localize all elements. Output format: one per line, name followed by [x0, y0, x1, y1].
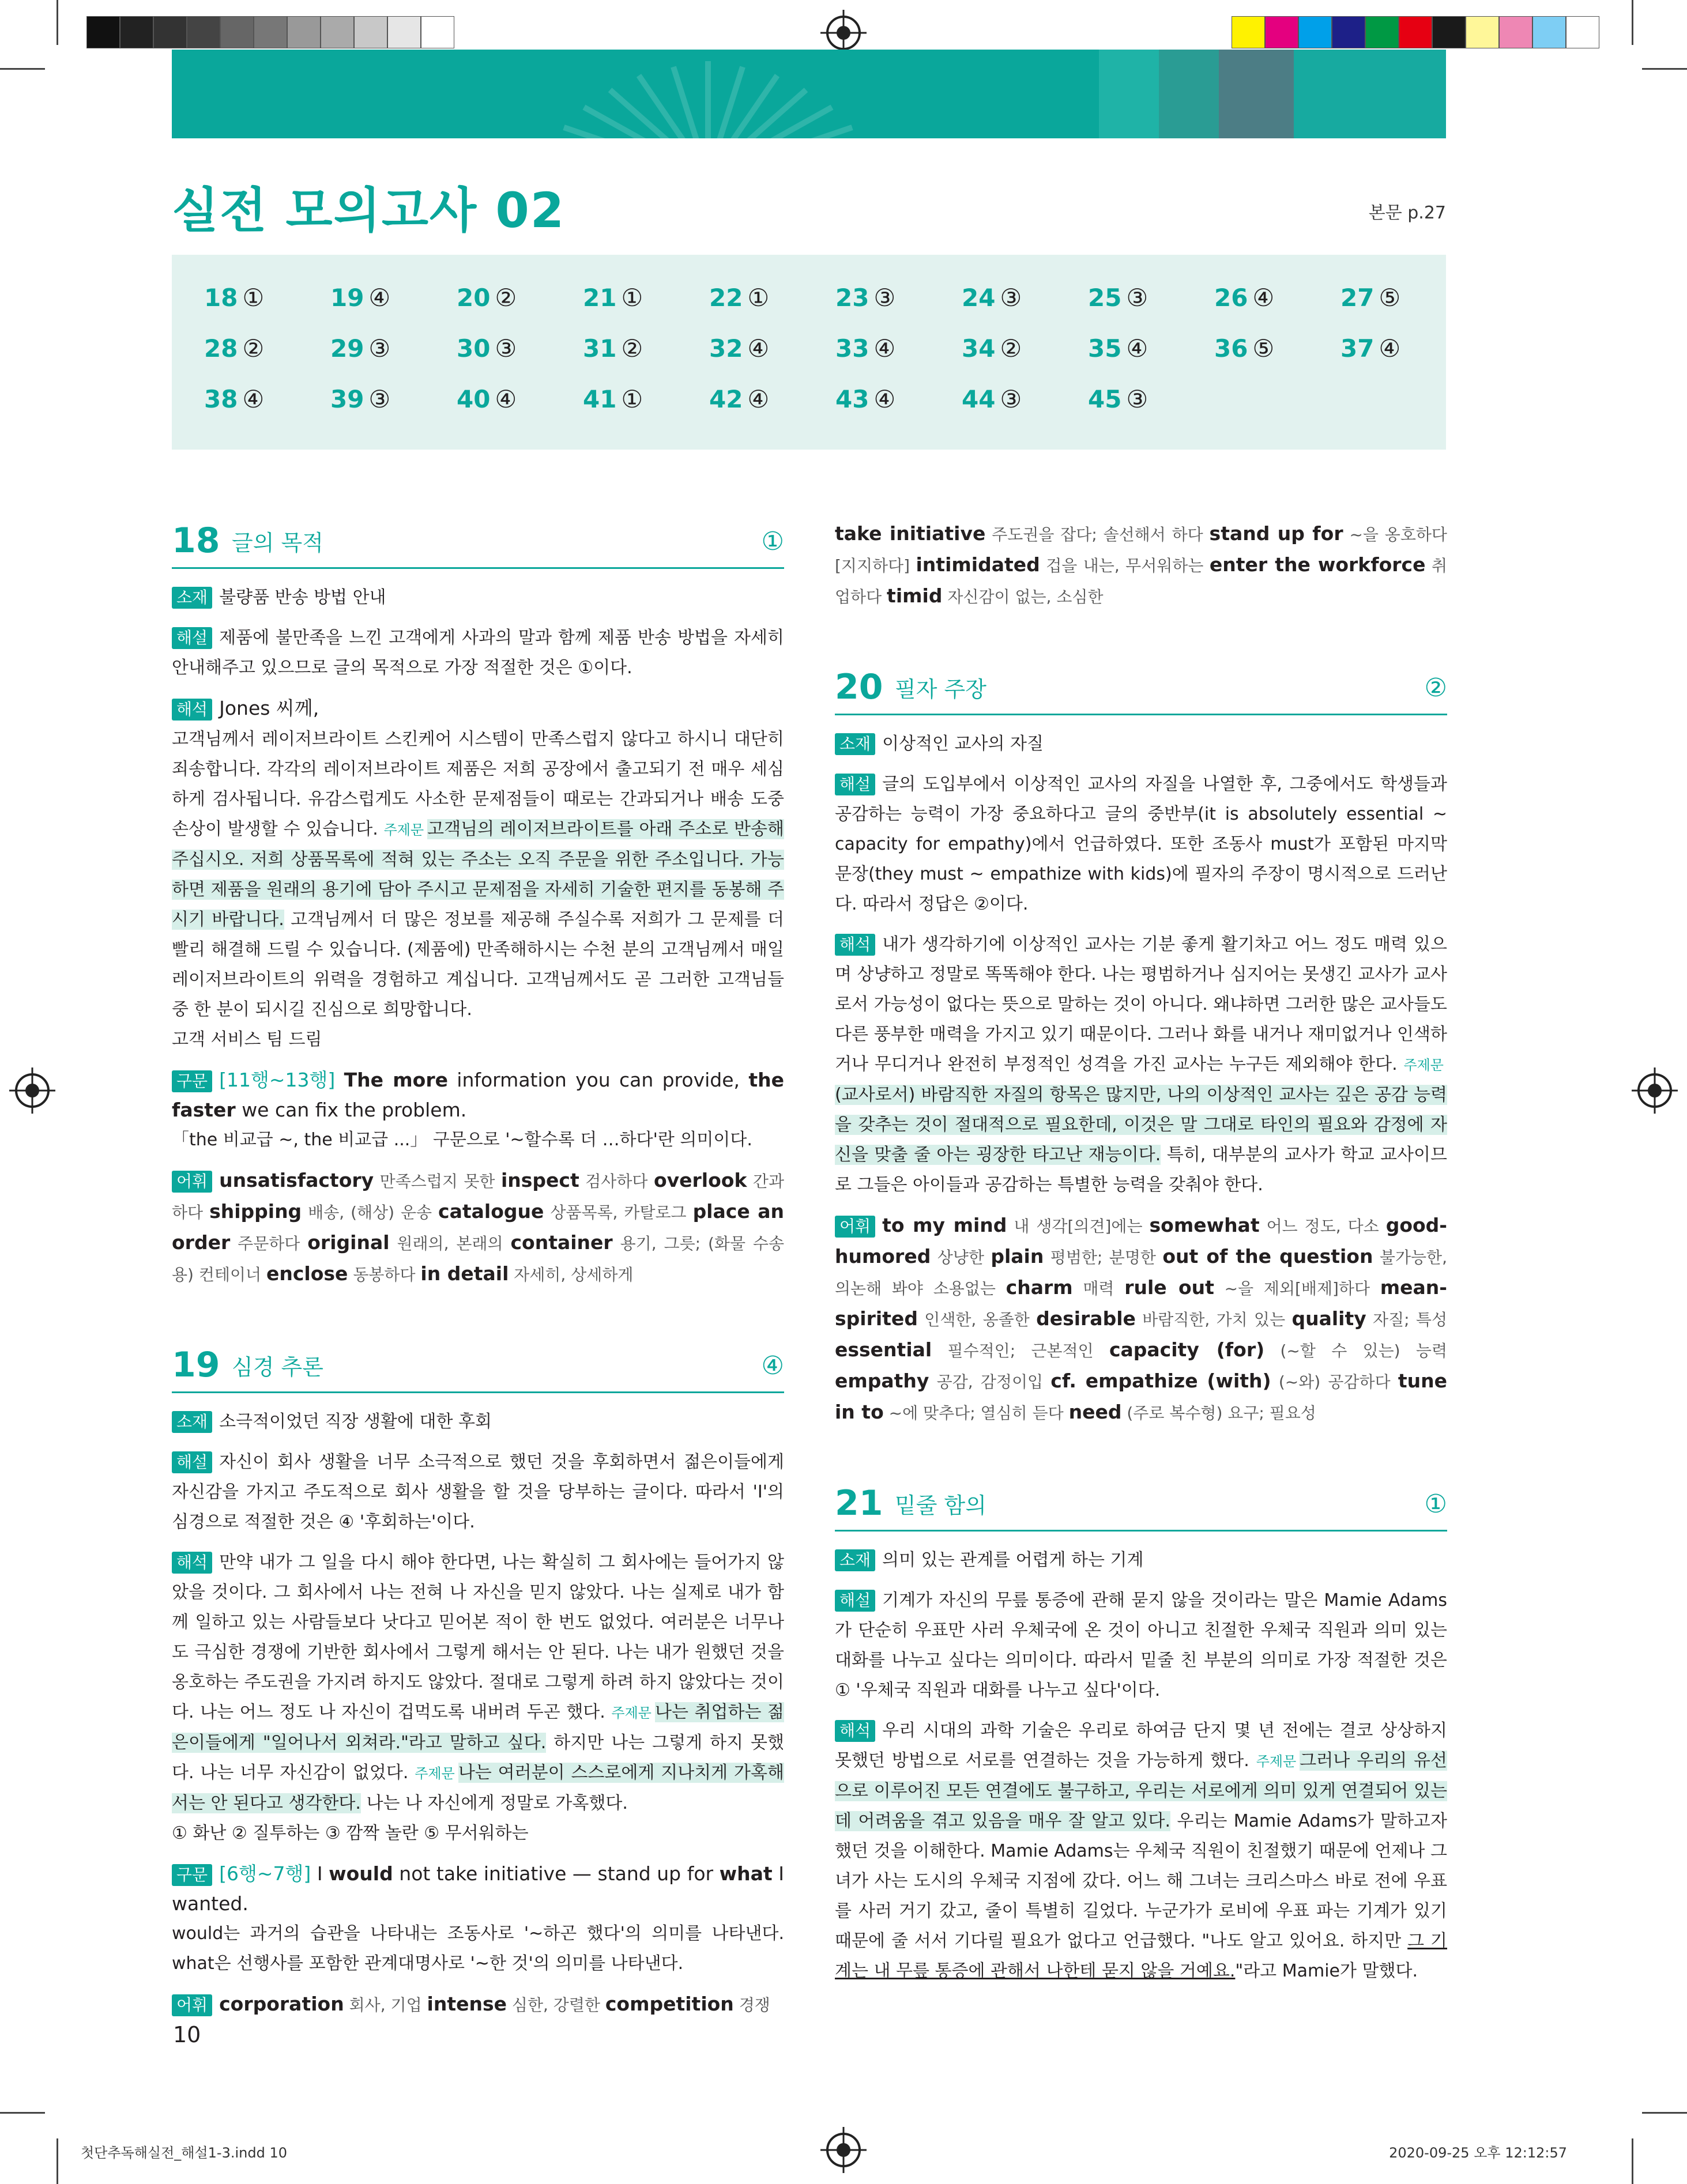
question-number: 26	[1214, 284, 1248, 312]
question-number: 44	[962, 385, 996, 413]
answer-choice: ①	[242, 284, 265, 312]
vocab-word: out of the question	[1162, 1245, 1373, 1268]
other-choices: ① 화난 ② 질투하는 ③ 깜짝 놀란 ⑤ 무서워하는	[172, 1823, 529, 1843]
vocab-list: 어휘 unsatisfactory 만족스럽지 못한 inspect 검사하다 overlook 간과하다 shipping 배송, (해상) 운송 catalogue 상품목록, 카탈로그 place an order 주문하다 original 원래의, 본래의 container 용기, 그릇; (화물 수송용) 컨테이너 enclose 동봉하다 in detail 자세히, 상세하게	[172, 1169, 785, 1285]
vocab-word: mean-spirited	[835, 1276, 1447, 1330]
vocab-meaning: 심한, 강렬한	[507, 1996, 605, 2015]
structure-note: 구문 [11행~13행] The more information you can provide, the faster we can fix the problem.	[172, 1069, 784, 1121]
question-number: 42	[709, 385, 743, 413]
question-number: 38	[204, 385, 238, 413]
question-number: 36	[1214, 334, 1248, 363]
vocab-meaning: 상품목록, 카탈로그	[544, 1203, 693, 1222]
registration-mark-icon	[826, 2133, 861, 2167]
explanation-paragraph: 해설 자신이 회사 생활을 너무 소극적으로 했던 것을 후회하면서 젊은이들에게 자신감을 가지고 주도적으로 회사 생활을 할 것을 당부하는 글이다. 따라서 'I'의 심경으로 적절한 것은 ④ '후회하는'이다.	[172, 1452, 784, 1532]
question-number: 22	[709, 284, 743, 312]
vocab-word: competition	[605, 1993, 734, 2015]
answer-choice: ③	[368, 385, 391, 413]
registration-mark-icon	[1637, 1073, 1672, 1108]
answer-choice: ①	[621, 284, 643, 312]
vocab-meaning: 상냥한	[931, 1248, 991, 1267]
vocab-word: tune in to	[835, 1370, 1447, 1423]
translation-signoff: 고객 서비스 팀 드림	[172, 1029, 322, 1050]
answer-choice: ⑤	[1252, 334, 1275, 363]
answer-item	[204, 284, 264, 312]
vocab-meaning: (~할 수 있는) 능력	[1264, 1341, 1448, 1360]
registration-mark-icon	[826, 16, 861, 50]
vocab-meaning: 인색한, 옹졸한	[917, 1310, 1037, 1329]
section-title: 심경 추론	[232, 1355, 323, 1380]
vocab-meaning: 불가능한, 의논해 봐야 소용없는	[835, 1248, 1447, 1298]
page-number: 10	[173, 2022, 201, 2047]
section-answer: ①	[761, 527, 784, 556]
section-header-21	[835, 1480, 1447, 1532]
question-number: 19	[330, 284, 364, 312]
vocab-word: in detail	[420, 1262, 509, 1285]
question-number: 40	[457, 385, 491, 413]
vocab-word: intense	[427, 1993, 507, 2015]
answer-choice: ①	[621, 385, 643, 413]
answer-item	[330, 334, 390, 363]
question-number: 41	[583, 385, 617, 413]
translation-paragraph: 고객님께서 레이저브라이트 스킨케어 시스템이 만족스럽지 않다고 하시니 대단히 죄송합니다. 각각의 레이저브라이트 제품은 저희 공장에서 출고되기 전 매우 세심하게 검사됩니다. 유감스럽게도 사소한 문제점들이 때로는 간과되거나 배송 도중 손상이 발생할 수 있습니다. 주제문 고객님의 레이저브라이트를 아래 주소로 반송해 주십시오. 저희 상품목록에 적혀 있는 주소는 오직 주문을 위한 주소입니다. 가능하면 제품을 원래의 용기에 담아 주시고 문제점을 자세히 기술한 편지를 동봉해 주시기 바랍니다. 고객님께서 더 많은 정보를 제공해 주실수록 저희가 그 문제를 더 빨리 해결해 드릴 수 있습니다. (제품에) 만족해하시는 수천 분의 고객님께서 매일 레이저브라이트의 위력을 경험하고 계십니다. 고객님께서도 곧 그러한 고객님들 중 한 분이 되시길 진심으로 희망합니다.	[172, 729, 785, 1020]
vocab-meaning: 취업하다	[835, 556, 1447, 606]
answer-choice: ③	[1000, 284, 1022, 312]
vocab-word: to my mind	[882, 1214, 1007, 1236]
vocab-meaning: 평범한; 분명한	[1044, 1248, 1163, 1267]
crop-mark	[1642, 2112, 1687, 2114]
question-number: 18	[204, 284, 238, 312]
section-number: 19	[172, 1345, 220, 1385]
vocab-meaning: 필수적인; 근본적인	[932, 1341, 1109, 1360]
crop-mark	[57, 2138, 58, 2184]
section-title: 밑줄 함의	[895, 1493, 986, 1518]
explanation-paragraph: 해설 기계가 자신의 무릎 통증에 관해 묻지 않을 것이라는 말은 Mamie Adams가 단순히 우표만 사러 우체국에 온 것이 아니고 친절한 우체국 직원과 의미 있는 대화를 나누고 싶다는 의미이다. 따라서 밑줄 친 부분의 의미로 가장 적절한 것은 ① '우체국 직원과 대화를 나누고 싶다'이다.	[835, 1590, 1447, 1700]
vocab-word: shipping	[209, 1200, 302, 1223]
answer-item	[1088, 385, 1148, 413]
vocab-word: timid	[887, 584, 943, 607]
answer-choice: ⑤	[1379, 284, 1401, 312]
question-number: 35	[1088, 334, 1122, 363]
answer-choice: ③	[1126, 284, 1148, 312]
answer-choice: ④	[1379, 334, 1401, 363]
vocab-list-continued	[835, 519, 1447, 612]
answer-item	[457, 334, 517, 363]
vocab-meaning: (주로 복수형) 요구; 필요성	[1121, 1404, 1316, 1423]
answer-choice: ②	[1000, 334, 1022, 363]
topic-line: 소재 불량품 반송 방법 안내	[172, 583, 784, 613]
question-number: 33	[835, 334, 869, 363]
question-number: 30	[457, 334, 491, 363]
page-title: 실전 모의고사 02	[172, 182, 566, 239]
vocab-word: cf. empathize (with)	[1050, 1370, 1271, 1392]
answer-item	[1340, 284, 1400, 312]
question-number: 20	[457, 284, 491, 312]
section-answer: ④	[761, 1351, 784, 1380]
question-number: 31	[583, 334, 617, 363]
vocab-meaning: 겁을 내는, 무서워하는	[1040, 556, 1210, 575]
question-number: 28	[204, 334, 238, 363]
vocab-word: good-humored	[835, 1214, 1447, 1268]
topic-line: 소재 이상적인 교사의 자질	[835, 729, 1447, 759]
answer-item	[457, 385, 517, 413]
topic-line: 소재 의미 있는 관계를 어렵게 하는 기계	[835, 1545, 1447, 1575]
answer-item	[1340, 334, 1400, 363]
vocab-word: take initiative	[835, 522, 986, 545]
vocab-word: place an order	[172, 1200, 785, 1254]
answer-choice: ④	[368, 284, 391, 312]
vocab-meaning: 주도권을 잡다; 솔선해서 하다	[985, 525, 1210, 544]
answer-item	[204, 334, 264, 363]
answer-choice: ④	[1252, 284, 1275, 312]
answer-choice: ③	[495, 334, 517, 363]
answer-choice: ④	[747, 385, 770, 413]
translation-paragraph: 해석 우리 시대의 과학 기술은 우리로 하여금 단지 몇 년 전에는 결코 상상하지 못했던 방법으로 서로를 연결하는 것을 가능하게 했다. 주제문 그러나 우리의 유선으로 이루어진 모든 연결에도 불구하고, 우리는 서로에게 의미 있게 연결되어 있는 데 어려움을 겪고 있음을 매우 잘 알고 있다. 우리는 Mamie Adams가 말하고자 했던 것을 이해한다. Mamie Adams는 우체국 직원이 친절했기 때문에 언제나 그녀가 사는 도시의 우체국 지점에 갔다. 어느 해 그녀는 크리스마스 바로 전에 우표를 사러 거기 갔고, 줄이 특별히 길었다. 누군가가 로비에 우표 파는 기계가 있기 때문에 줄 서서 기다릴 필요가 없다고 언급했다. "나도 알고 있어요. 하지만 그 기계는 내 무릎 통증에 관해서 나한테 묻지 않을 거예요."라고 Mamie가 말했다.	[835, 1721, 1447, 1981]
question-number: 37	[1340, 334, 1375, 363]
answer-item	[1214, 284, 1274, 312]
crop-mark	[0, 2112, 45, 2114]
question-number: 25	[1088, 284, 1122, 312]
section-answer: ①	[1424, 1489, 1447, 1519]
vocab-word: inspect	[500, 1169, 579, 1191]
answer-choice: ②	[621, 334, 643, 363]
vocab-word: quality	[1291, 1307, 1366, 1330]
question-number: 21	[583, 284, 617, 312]
question-number: 23	[835, 284, 869, 312]
vocab-meaning: (~와) 공감하다	[1271, 1372, 1398, 1391]
section-number: 21	[835, 1483, 883, 1523]
vocab-meaning: 공감, 감정이입	[929, 1372, 1051, 1391]
vocab-meaning: 회사, 기업	[344, 1996, 427, 2015]
answer-item	[709, 334, 769, 363]
section-header-18	[172, 518, 784, 569]
answer-item	[962, 334, 1022, 363]
crop-mark	[1632, 2138, 1633, 2184]
answer-choice: ④	[873, 334, 896, 363]
answer-key-table	[172, 255, 1446, 450]
question-number: 32	[709, 334, 743, 363]
vocab-meaning: 자세히, 상세하게	[509, 1265, 634, 1284]
vocab-word: intimidated	[916, 553, 1040, 576]
vocab-word: stand up for	[1209, 522, 1343, 545]
vocab-meaning: ~을 제외[배제]하다	[1214, 1279, 1380, 1298]
answer-choice: ①	[747, 284, 770, 312]
explanation-paragraph: 해설 제품에 불만족을 느낀 고객에게 사과의 말과 함께 제품 반송 방법을 자세히 안내해주고 있으므로 글의 목적으로 가장 적절한 것은 ①이다.	[172, 628, 784, 678]
vocab-word: rule out	[1124, 1276, 1214, 1299]
vocab-meaning: 내 생각[의견]에는	[1007, 1217, 1150, 1236]
answer-item	[1214, 334, 1274, 363]
crop-mark	[1642, 68, 1687, 70]
section-number: 18	[172, 520, 220, 561]
answer-item	[330, 284, 390, 312]
answer-choice: ④	[242, 385, 265, 413]
translation-greeting: 해석 Jones 씨께,	[172, 693, 784, 725]
question-number: 24	[962, 284, 996, 312]
question-number: 29	[330, 334, 364, 363]
structure-note: 구문 [6행~7행] I would not take initiative — stand up for what I wanted.	[172, 1862, 784, 1915]
section-header-19	[172, 1342, 784, 1393]
answer-item	[583, 284, 643, 312]
vocab-meaning: 자신감이 없는, 소심한	[942, 587, 1104, 606]
answer-item	[204, 385, 264, 413]
vocab-meaning: 배송, (해상) 운송	[302, 1203, 439, 1222]
vocab-word: overlook	[653, 1169, 747, 1191]
question-number: 34	[962, 334, 996, 363]
answer-item	[1088, 284, 1148, 312]
vocab-meaning: 경쟁	[733, 1996, 770, 2015]
vocab-word: empathy	[835, 1370, 929, 1392]
sunburst-decoration-icon	[449, 50, 967, 138]
vocab-word: enter the workforce	[1209, 553, 1426, 576]
answer-item	[709, 284, 769, 312]
vocab-meaning: 검사하다	[579, 1172, 654, 1191]
answer-choice: ③	[368, 334, 391, 363]
vocab-meaning: 매력	[1072, 1279, 1125, 1298]
section-title: 필자 주장	[895, 677, 986, 702]
answer-choice: ②	[495, 284, 517, 312]
vocab-meaning: ~을 옹호하다[지지하다]	[835, 525, 1447, 575]
registration-mark-icon	[15, 1073, 50, 1108]
vocab-list: 어휘 to my mind 내 생각[의견]에는 somewhat 어느 정도, 다소 good-humored 상냥한 plain 평범한; 분명한 out of the question 불가능한, 의논해 봐야 소용없는 charm 매력 rule out ~을 제외[배제]하다 mean-spirited 인색한, 옹졸한 desirable 바람직한, 가치 있는 quality 자질; 특성 essential 필수적인; 근본적인 capacity (for) (~할 수 있는) 능력 empathy 공감, 감정이입 cf. empathize (with) (~와) 공감하다 tune in to ~에 맞추다; 열심히 듣다 need (주로 복수형) 요구; 필요성	[835, 1214, 1448, 1423]
timestamp-footer: 2020-09-25 오후 12:12:57	[1389, 2145, 1567, 2161]
file-name-footer: 첫단추독해실전_해설1-3.indd 10	[81, 2145, 287, 2161]
answer-item	[835, 284, 895, 312]
translation-paragraph: 해석 내가 생각하기에 이상적인 교사는 기분 좋게 활기차고 어느 정도 매력 있으며 상냥하고 정말로 똑똑해야 한다. 나는 평범하거나 심지어는 못생긴 교사가 교사로서 가능성이 없다는 뜻으로 말하는 것이 아니다. 왜냐하면 그러한 많은 교사들도 다른 풍부한 매력을 가지고 있기 때문이다. 그러나 화를 내거나 재미없거나 인색하거나 무디거나 완전히 부정적인 성격을 가진 교사는 누구든 제외해야 한다. 주제문(교사로서) 바람직한 자질의 항목은 많지만, 나의 이상적인 교사는 깊은 공감 능력을 갖추는 것이 절대적으로 필요한데, 이것은 말 그대로 타인의 필요와 감정에 자신을 맞출 줄 아는 굉장한 타고난 재능이다. 특히, 대부분의 교사가 학교 교사이므로 그들은 아이들과 공감하는 특별한 능력을 갖춰야 한다.	[835, 934, 1447, 1195]
answer-choice: ④	[1126, 334, 1148, 363]
answer-item	[962, 284, 1022, 312]
topic-line: 소재 소극적이었던 직장 생활에 대한 후회	[172, 1407, 784, 1437]
vocab-word: unsatisfactory	[219, 1169, 374, 1191]
crop-mark	[0, 68, 45, 70]
question-number: 27	[1340, 284, 1375, 312]
question-number: 39	[330, 385, 364, 413]
vocab-meaning: 바람직한, 가치 있는	[1135, 1310, 1292, 1329]
vocab-meaning: 어느 정도, 다소	[1259, 1217, 1386, 1236]
vocab-meaning: ~에 맞추다; 열심히 듣다	[883, 1404, 1069, 1423]
vocab-word: desirable	[1036, 1307, 1136, 1330]
answer-item	[709, 385, 769, 413]
explanation-paragraph: 해설 글의 도입부에서 이상적인 교사의 자질을 나열한 후, 그중에서도 학생들과 공감하는 능력이 가장 중요하다고 글의 중반부(it is absolutely essential ~ capacity for empathy)에서 언급하였다. 또한 조동사 must가 포함된 마지막 문장(they must ~ empathize with kids)에 필자의 주장이 명시적으로 드러난다. 따라서 정답은 ②이다.	[835, 774, 1447, 914]
structure-explanation: 「the 비교급 ~, the 비교급 ...」 구문으로 '~할수록 더 …하다'란 의미이다.	[172, 1130, 752, 1150]
vocab-meaning: 용기, 그릇; (화물 수송용) 컨테이너	[172, 1234, 785, 1284]
translation-paragraph: 해석 만약 내가 그 일을 다시 해야 한다면, 나는 확실히 그 회사에는 들어가지 않았을 것이다. 그 회사에서 나는 전혀 나 자신을 믿지 않았다. 나는 실제로 내가 함께 일하고 있는 사람들보다 낫다고 믿어본 적이 한 번도 없었다. 여러분은 너무나도 극심한 경쟁에 기반한 회사에서 그렇게 해서는 안 된다. 나는 내가 원했던 것을 옹호하는 주도권을 가지려 하지도 않았다. 절대로 그렇게 하려 하지 않았다는 것이다. 나는 어느 정도 나 자신이 겁먹도록 내버려 두곤 했다. 주제문 나는 취업하는 젊은이들에게 "일어나서 외쳐라."라고 말하고 싶다. 하지만 나는 그렇게 하지 못했다. 나는 너무 자신감이 없었다. 주제문 나는 여러분이 스스로에게 지나치게 가혹해서는 안 된다고 생각한다. 나는 나 자신에게 정말로 가혹했다.	[172, 1552, 784, 1813]
vocab-word: original	[307, 1231, 390, 1254]
section-header-20	[835, 664, 1447, 715]
vocab-meaning: 간과하다	[172, 1172, 784, 1222]
answer-item	[835, 385, 895, 413]
vocab-meaning: 동봉하다	[348, 1265, 421, 1284]
vocab-meaning: 자질; 특성	[1366, 1310, 1447, 1329]
structure-explanation: would는 과거의 습관을 나타내는 조동사로 '~하곤 했다'의 의미를 나타낸다. what은 선행사를 포함한 관계대명사로 '~한 것'의 의미를 나타낸다.	[172, 1923, 784, 1974]
vocab-word: somewhat	[1149, 1214, 1260, 1236]
page-reference: 본문 p.27	[1368, 203, 1446, 223]
answer-item	[835, 334, 895, 363]
vocab-word: catalogue	[438, 1200, 544, 1223]
header-band	[172, 50, 1446, 138]
answer-item	[962, 385, 1022, 413]
section-answer: ②	[1424, 673, 1447, 703]
vocab-word: capacity (for)	[1109, 1338, 1265, 1361]
vocab-list: 어휘 corporation 회사, 기업 intense 심한, 강렬한 competition 경쟁	[172, 1989, 784, 2020]
vocab-word: charm	[1006, 1276, 1073, 1299]
vocab-meaning: 원래의, 본래의	[389, 1234, 511, 1253]
vocab-meaning: 만족스럽지 못한	[374, 1172, 501, 1191]
vocab-word: plain	[991, 1245, 1044, 1268]
question-number: 43	[835, 385, 869, 413]
right-column	[835, 519, 1447, 1986]
vocab-word: need	[1068, 1401, 1122, 1423]
answer-choice: ③	[1126, 385, 1148, 413]
left-column	[172, 518, 784, 2020]
answer-choice: ②	[242, 334, 265, 363]
vocab-word: enclose	[266, 1262, 348, 1285]
section-title: 글의 목적	[232, 530, 323, 556]
section-number: 20	[835, 667, 883, 707]
crop-mark	[1632, 0, 1633, 45]
answer-item	[1088, 334, 1148, 363]
vocab-word: essential	[835, 1338, 932, 1361]
answer-item	[583, 334, 643, 363]
vocab-word: corporation	[219, 1993, 344, 2015]
answer-choice: ③	[873, 284, 896, 312]
answer-choice: ④	[747, 334, 770, 363]
answer-item	[583, 385, 643, 413]
vocab-meaning: 주문하다	[230, 1234, 308, 1253]
answer-choice: ④	[873, 385, 896, 413]
question-number: 45	[1088, 385, 1122, 413]
answer-item	[330, 385, 390, 413]
answer-choice: ③	[1000, 385, 1022, 413]
answer-item	[457, 284, 517, 312]
vocab-word: container	[510, 1231, 613, 1254]
answer-choice: ④	[495, 385, 517, 413]
crop-mark	[57, 0, 58, 45]
